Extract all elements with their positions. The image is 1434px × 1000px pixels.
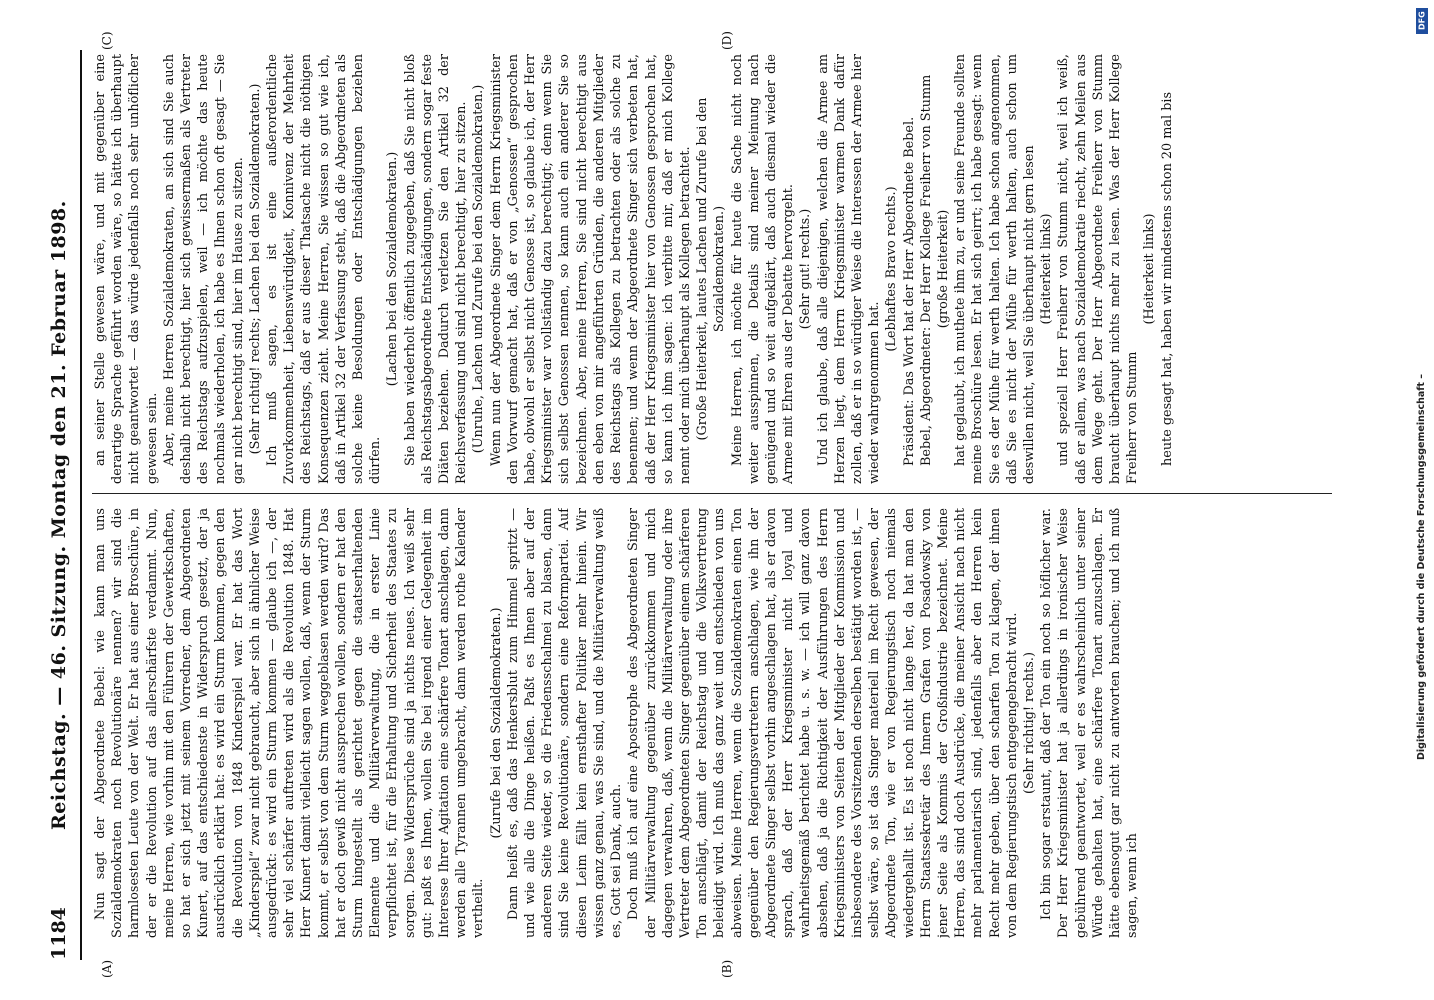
paragraph: Doch muß ich auf eine Apostrophe des Abgeordneten Singer der Militärverwaltung gegenüber zurückkommen und mich dagegen verwahren, daß, wenn die Militärverwaltung oder ihre Vertreter dem Abgeordneten Singer gegenüber einem schärferen Ton anschlägt, damit der Reichstag und die Volksvertretung beleidigt wird. Ich muß das ganz weit und entschieden von uns abweisen. Meine Herren, wenn die Sozialdemokraten einen Ton gegenüber den Regierungsvertretern anschlagen, wie ihn der Abgeordnete Singer selbst vorhin angeschlagen hat, als er davon sprach, daß der Herr Kriegsminister nicht loyal und wahrheitsgemäß berichtet habe u. s. w. — ich will ganz davon absehen, daß ja die Richtigkeit der Ausführungen des Herrn Kriegsministers von Seiten der Mitglieder der Kommission und insbesondere des Vorsitzenden derselben bestätigt worden ist, — selbst wäre, so ist das Singer materiell im Recht gewesen, der Abgeordnete Ton, wie er von Regierungstisch noch niemals wiedergehallt ist. Es ist noch nicht lange her, da hat man den Herrn Staatssekretär des Innern Grafen von Posadowsky von jener Seite als Kommis der Großindustrie bezeichnet. Meine Herren, das sind doch Ausdrücke, die meiner Ansicht nach nicht mehr parlamentarisch sind, jedenfalls aber den Herren kein Recht mehr geben, über den scharfen Ton zu klagen, der ihnen von dem Regierungstisch entgegengebracht wird. — [626, 508, 1020, 938]
paragraph: Nun sagt der Abgeordnete Bebel: wie kann man uns Sozialdemokraten noch Revolutionäre nennen? wir sind die harmlosesten Leute von der Welt. Er hat aus einer Broschüre, in der er die Revolution auf das allerschärfste verdammt. Nun, meine Herren, wie vorhin mit den Führern der Gewerkschaften, so hat er sich jetzt mit seinem Vorredner, dem Abgeordneten Kunert, auf das entschiedenste in Widerspruch gesetzt, der ja ausdrücklich erklärt hat: es wird ein Sturm kommen, gegen den die Revolution von 1848 Kinderspiel war. Er hat das Wort „Kinderspiel“ zwar nicht gebraucht, aber sich in ähnlicher Weise ausgedrückt: es wird ein Sturm kommen — glaube ich —, der sehr viel schärfer auftreten wird als die Revolution 1848. Hat Herr Kunert damit vielleicht sagen wollen, daß, wenn der Sturm kommt, er selbst von dem Sturm weggeblasen werden wird? Das hat er doch gewiß nicht aussprechen wollen, sondern er hat den Sturm hingestellt als gerichtet gegen die staatserhaltenden Elemente und die Militärverwaltung, die in erster Linie verpflichtet ist, für die Erhaltung und Sicherheit des Staates zu sorgen. Diese Widersprüche sind ja nichts neues. Ich weiß sehr gut: paßt es Ihnen, wollen Sie bei irgend einer Gelegenheit im Interesse Ihrer Agitation eine schärfere Tonart anschlagen, dann werden alle Tyrannen umgebracht, dann werden rothe Kalender vertheilt. — [93, 508, 487, 938]
paragraph: Und ich glaube, daß alle diejenigen, welchen die Armee am Herzen liegt, dem Herrn Kriegsminister warmen Dank dafür zollen, daß er in so würdiger Weise die Interessen der Armee hier wieder wahrgenommen hat. — [815, 54, 883, 484]
right-column — [92, 54, 1332, 484]
paragraph: (große Heiterkeit) — [935, 209, 951, 329]
paragraph: Präsident: Das Wort hat der Herr Abgeordnete Bebel. — [901, 116, 917, 466]
paragraph: (Zurufe bei den Sozialdemokraten.) — [488, 607, 504, 839]
paragraph: an seiner Stelle gewesen wäre, und mit gegenüber eine derartige Sprache geführt worden wäre, so hätte ich überhaupt nicht geantwortet — das würde jedenfalls noch sehr unhöflicher gewesen sein. — [93, 54, 160, 484]
digitization-note: Digitalisierung gefördert durch die Deutsche Forschungsgemeinschaft – — [1416, 373, 1427, 760]
paragraph: Ich muß sagen, es ist eine außerordentliche Zuvorkommenheit, Liebenswürdigkeit, Konnivenz der Mehrheit des Reichstags, daß er aus dieser Thatsache nicht die nöthigen Konsequenzen zieht. Meine Herren, Sie wissen so gut wie ich, daß in Artikel 32 der Verfassung steht, daß die Abgeordneten als solche keine Besoldungen oder Entschädigungen beziehen dürfen. — [265, 54, 384, 484]
paragraph: Bebel, Abgeordneter: Der Herr Kollege Freiherr von Stumm — [918, 74, 934, 466]
page-number: 1184 — [48, 907, 70, 960]
paragraph: (Lebhaftes Bravo rechts.) — [884, 186, 900, 352]
paragraph: Ich bin sogar erstaunt, daß der Ton ein noch so höflicher war. Der Herr Kriegsminister hat ja allerdings in ironischer Weise gebührend geantwortet, weil er es wahrscheinlich unter seiner Würde gehalten hat, eine schärfere Tonart anzuschlagen. Er hätte ebensogut gar nicht zu antworten brauchen; und ich muß sagen, wenn ich — [1039, 508, 1141, 938]
page-header — [40, 50, 82, 960]
margin-marker-c: (C) — [100, 31, 114, 50]
paragraph: (Heiterkeit links) — [1039, 213, 1055, 325]
paragraph: Sie haben wiederholt öffentlich zugegeben, daß Sie nicht bloß als Reichstagsabgeordnete Entschädigungen, sondern sogar feste Diäten beziehen. Dadurch verletzen Sie den Artikel 32 der Reichsverfassung und sind nicht berechtigt, hier zu sitzen. — [402, 54, 470, 484]
paragraph: hat geglaubt, ich muthete ihm zu, er und seine Freunde sollten meine Broschüre lesen. Er hat sich geirrt; ich habe gesagt: wenn Sie es der Mühe für werth halten. Ich habe schon angenommen, daß Sie es nicht der Mühe für werth halten, auch schon um deswillen nicht, weil Sie überhaupt nicht gern lesen — [953, 54, 1037, 484]
margin-marker-a: (A) — [100, 959, 114, 978]
margin-marker-b: (B) — [720, 959, 734, 978]
paragraph: (Lachen bei den Sozialdemokraten.) — [385, 151, 401, 387]
dfg-logo: DFG — [1416, 8, 1428, 34]
column-divider — [92, 493, 1332, 494]
margin-marker-d: (D) — [720, 31, 734, 50]
paragraph: (Große Heiterkeit, lautes Lachen und Zurufe bei den Sozialdemokraten.) — [695, 97, 728, 441]
paragraph: (Unruhe, Lachen und Zurufe bei den Sozialdemokraten.) — [471, 84, 487, 454]
paragraph: (Sehr gut! rechts.) — [798, 208, 814, 330]
left-column — [92, 508, 1332, 938]
paragraph: und speziell Herr Freiherr von Stumm nicht, weil ich weiß, daß er allem, was nach Sozialdemokratie riecht, zehn Meilen aus dem Wege geht. Der Herr Abgeordnete Freiherr von Stumm braucht überhaupt nichts mehr zu lesen. Was der Herr Kollege Freiherr von Stumm — [1056, 54, 1141, 484]
paragraph: Wenn nun der Abgeordnete Singer dem Herrn Kriegsminister den Vorwurf gemacht hat, daß er von „Genossen“ gesprochen habe, obwohl er selbst nicht Genosse ist, so glaube ich, der Herr Kriegsminister war vollständig dazu berechtigt; denn wenn Sie sich selbst Genossen nennen, so kann auch ein anderer Sie so bezeichnen. Aber, meine Herren, Sie sind nicht berechtigt aus den eben von mir angeführten Gründen, die anderen Mitglieder des Reichstags als Kollegen zu betrachten oder als solche zu benennen; und wenn der Abgeordnete Singer sich verbeten hat, daß der Herr Kriegsminister hier von Genossen gesprochen hat, so kann ich ihm sagen: ich verbitte mir, daß er mich Kollege nennt oder mich überhaupt als Kollegen betrachtet. — [488, 54, 693, 484]
paragraph: (Sehr richtig! rechts.) — [1021, 652, 1037, 794]
paragraph: (Sehr richtig! rechts; Lachen bei den Sozialdemokraten.) — [247, 83, 263, 455]
page-title: Reichstag. — 46. Sitzung. Montag den 21. Februar 1898. — [48, 200, 70, 830]
paragraph: heute gesagt hat, haben wir mindestens schon 20 mal bis — [1159, 91, 1175, 466]
paragraph: Aber, meine Herren Sozialdemokraten, an sich sind Sie auch deshalb nicht berechtigt, hier sich gewissermaßen als Vertreter des Reichstags aufzuspielen, weil — ich möchte das heute nochmals wiederholen, ich habe es Ihnen schon oft gesagt — Sie gar nicht berechtigt sind, hier im Hause zu sitzen. — [161, 54, 246, 484]
paragraph: Dann heißt es, daß das Henkersblut zum Himmel spritzt — und wie alle die Dinge heißen. Paßt es Ihnen aber auf der anderen Seite wieder, so die Friedensschalmei zu blasen, dann sind Sie keine Revolutionäre, sondern eine Reformpartei. Auf diesen Leim fällt kein ernsthafter Politiker mehr hinein. Wir wissen ganz genau, was Sie sind, und die Militärverwaltung weiß es, Gott sei Dank, auch. — [505, 508, 625, 938]
paragraph: (Heiterkeit links) — [1142, 213, 1158, 325]
paragraph: Meine Herren, ich möchte für heute die Sache nicht noch weiter ausspinnen, die Details sind meiner Meinung nach genügend und so weit aufgeklärt, daß auch diesmal wieder die Armee mit Ehren aus der Debatte hervorgeht. — [729, 54, 797, 484]
